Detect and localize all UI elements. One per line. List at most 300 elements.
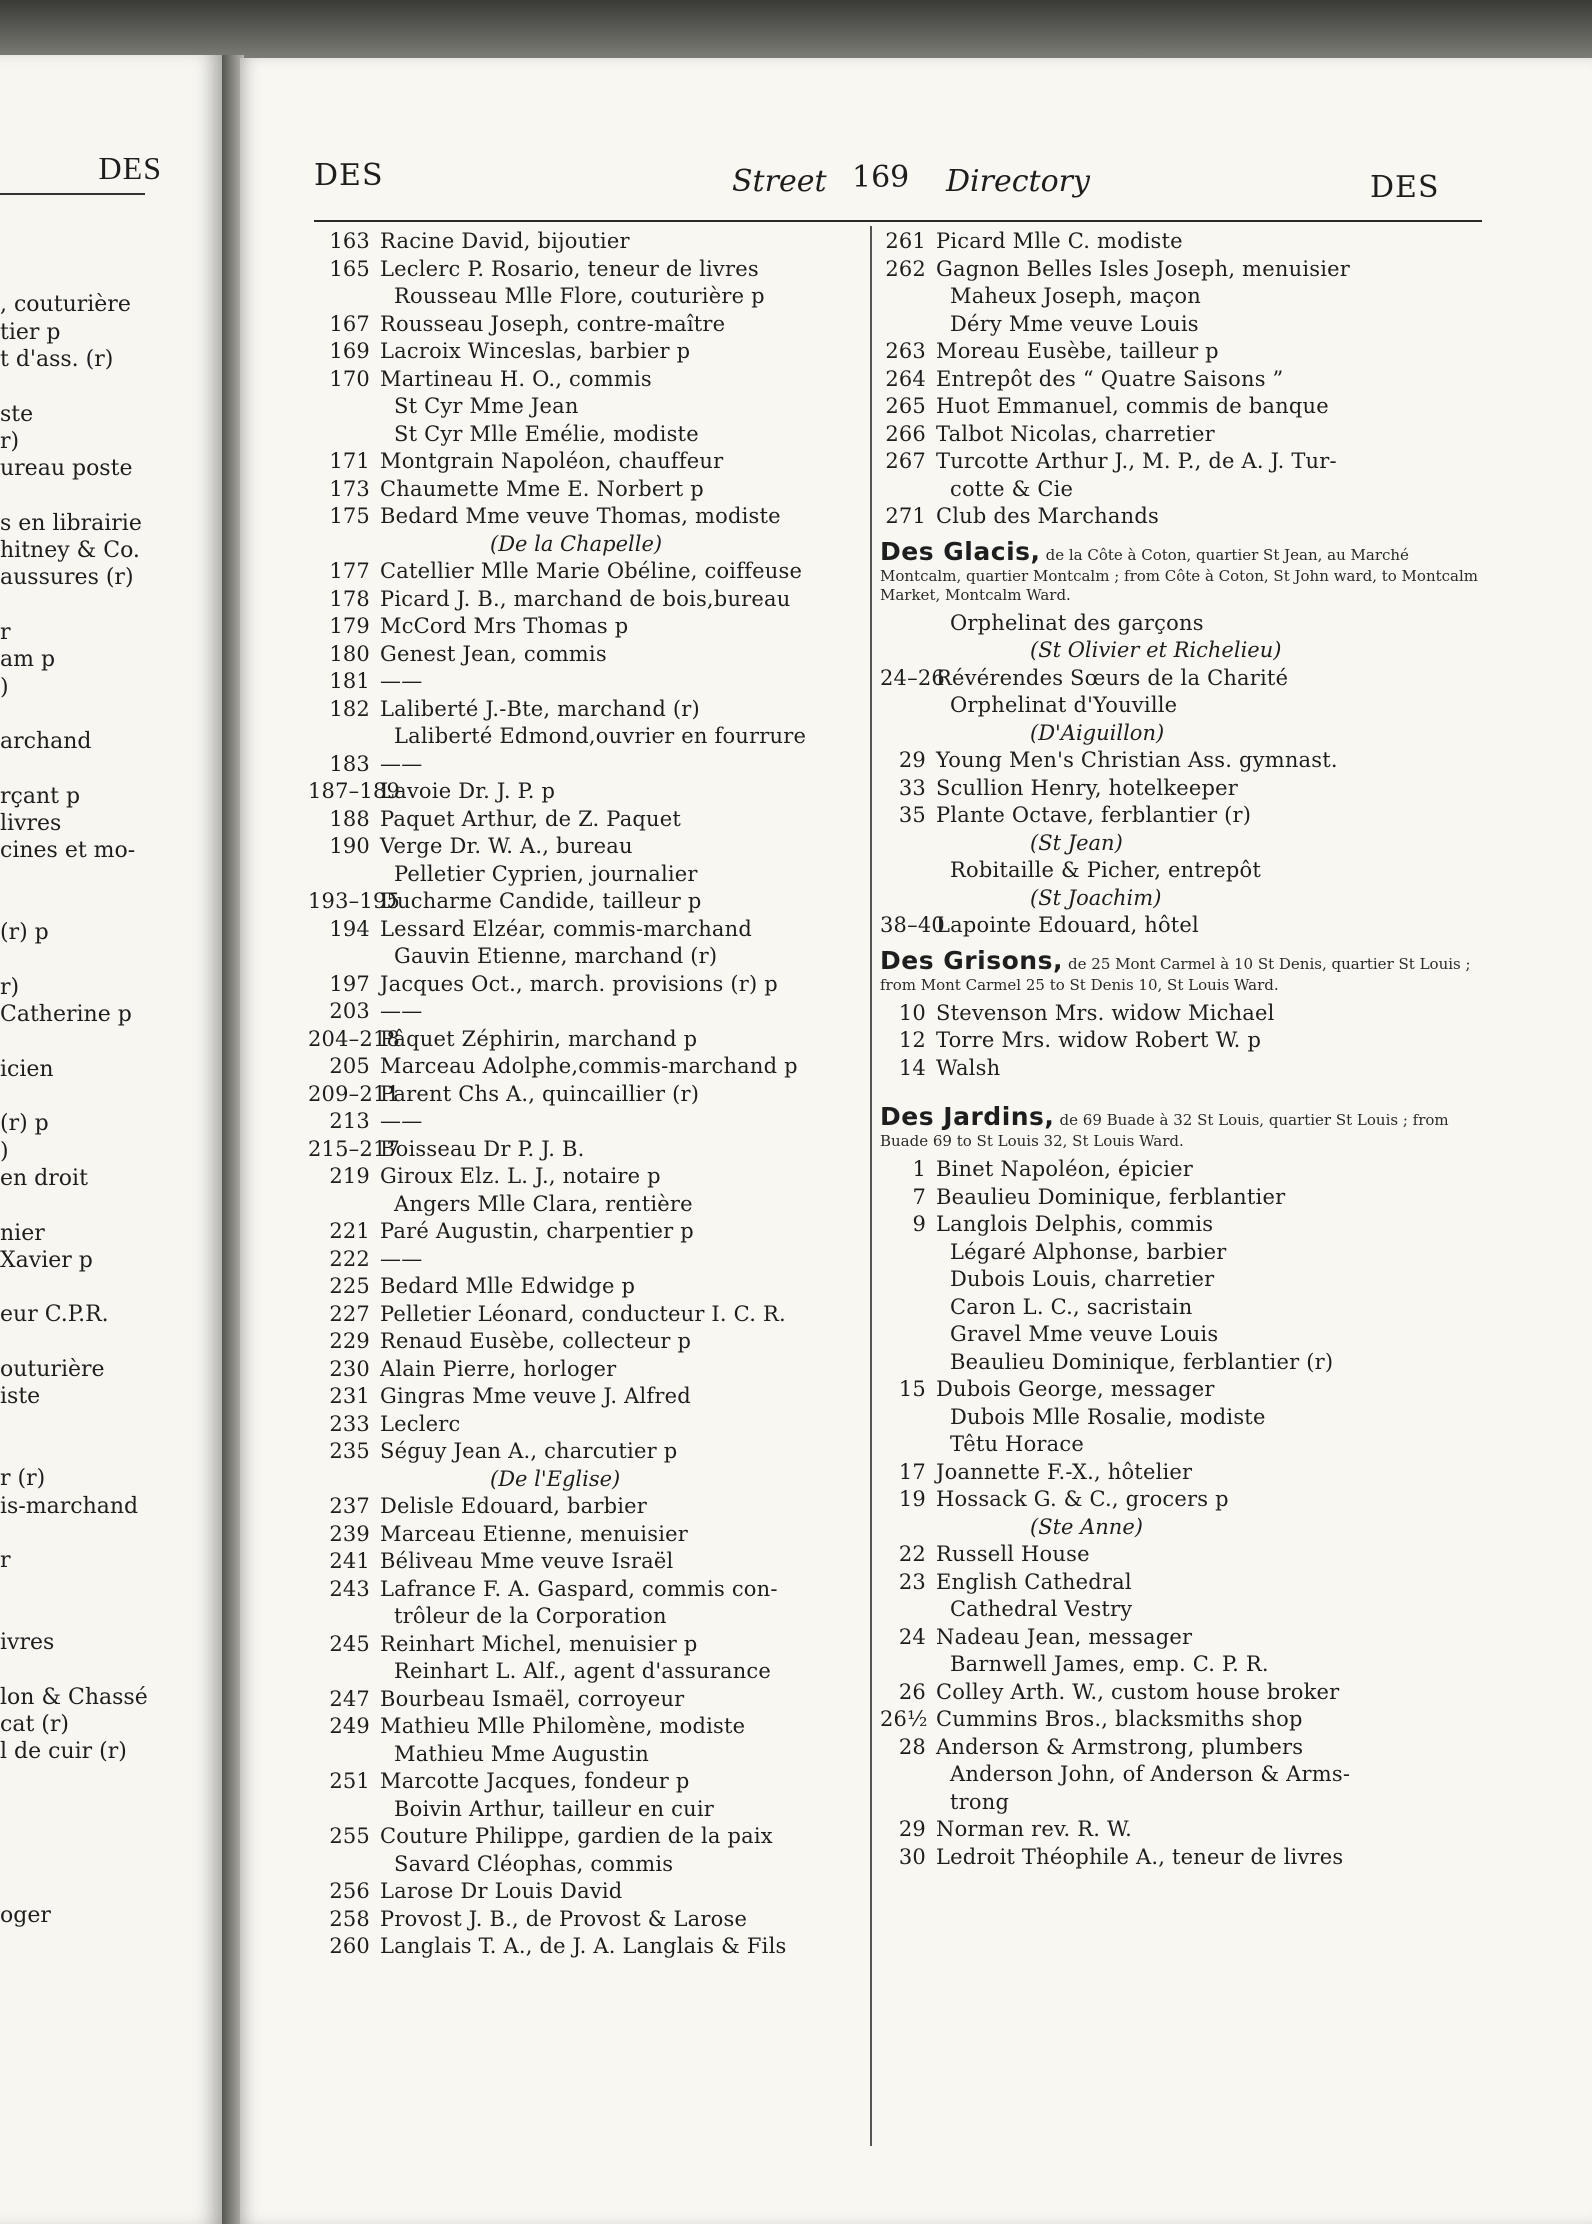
directory-entry xyxy=(880,1211,1490,1239)
resident-entry: Langlais T. A., de J. A. Langlais & Fils xyxy=(380,1934,787,1958)
street-section-heading xyxy=(880,537,1490,604)
directory-entry xyxy=(880,1541,1490,1569)
resident-entry: Ledroit Théophile A., teneur de livres xyxy=(936,1844,1344,1869)
house-number: 169 xyxy=(329,339,370,363)
house-number: 209–211 xyxy=(308,1081,401,1106)
resident-entry: St Cyr Mlle Emélie, modiste xyxy=(394,421,699,446)
resident-entry: Orphelinat des garçons xyxy=(950,610,1204,635)
resident-entry: Cummins Bros., blacksmiths shop xyxy=(936,1707,1303,1731)
directory-entry xyxy=(308,613,868,641)
directory-entry xyxy=(308,1933,868,1961)
house-number xyxy=(880,692,936,720)
house-number: 243 xyxy=(329,1576,370,1601)
directory-entry xyxy=(308,1191,868,1219)
directory-entry xyxy=(880,1321,1490,1349)
house-number xyxy=(308,393,380,421)
left-page-line: (r) p xyxy=(0,1111,49,1137)
resident-entry: Gingras Mme veuve J. Alfred xyxy=(380,1384,691,1408)
directory-entry xyxy=(880,775,1490,803)
cross-street-label: (De l'Eglise) xyxy=(490,1466,621,1491)
house-number: 9 xyxy=(912,1212,926,1236)
directory-entry xyxy=(308,1878,868,1906)
house-number xyxy=(880,1239,936,1267)
street-name: Des Grisons, xyxy=(880,945,1063,975)
directory-entry xyxy=(880,1156,1490,1184)
house-number xyxy=(308,1603,380,1631)
resident-entry: Séguy Jean A., charcutier p xyxy=(380,1439,678,1463)
left-page-line: r) xyxy=(0,428,20,454)
resident-entry: Marcotte Jacques, fondeur p xyxy=(380,1769,690,1793)
house-number xyxy=(880,1789,936,1817)
resident-entry: Angers Mlle Clara, rentière xyxy=(394,1191,693,1216)
directory-entry xyxy=(308,586,868,614)
left-page-line: ivres xyxy=(0,1630,55,1655)
resident-entry: Catellier Mlle Marie Obéline, coiffeuse xyxy=(380,559,803,583)
directory-entry xyxy=(880,1734,1490,1762)
directory-entry xyxy=(880,448,1490,476)
resident-entry: Orphelinat d'Youville xyxy=(950,693,1178,717)
house-number: 173 xyxy=(329,476,370,501)
house-number: 183 xyxy=(329,751,370,776)
resident-entry: Delisle Edouard, barbier xyxy=(380,1494,648,1518)
resident-entry: Plante Octave, ferblantier (r) xyxy=(936,803,1252,827)
directory-entry xyxy=(880,1706,1490,1734)
street-name: Des Jardins, xyxy=(880,1102,1055,1131)
street-section-heading xyxy=(880,946,1490,994)
resident-entry: Dubois Louis, charretier xyxy=(950,1267,1215,1291)
resident-entry: Joannette F.-X., hôtelier xyxy=(936,1459,1193,1484)
resident-entry: Lavoie Dr. J. P. p xyxy=(380,779,556,803)
house-number xyxy=(880,610,936,638)
resident-entry: Révérendes Sœurs de la Charité xyxy=(936,665,1289,690)
directory-entry xyxy=(308,1411,868,1439)
left-page-line: archand xyxy=(0,729,92,755)
left-page-line: icien xyxy=(0,1056,54,1082)
house-number: 263 xyxy=(885,339,926,363)
house-number: 205 xyxy=(329,1054,370,1078)
resident-entry: Torre Mrs. widow Robert W. p xyxy=(936,1028,1262,1052)
house-number: 171 xyxy=(329,449,370,473)
directory-entry xyxy=(880,802,1490,830)
page-number: 169 xyxy=(852,160,910,195)
directory-entry xyxy=(880,1431,1490,1459)
house-number: 14 xyxy=(898,1055,926,1080)
resident-entry: Norman rev. R. W. xyxy=(936,1817,1133,1841)
resident-entry: Scullion Henry, hotelkeeper xyxy=(936,775,1239,800)
resident-entry: Dubois Mlle Rosalie, modiste xyxy=(950,1404,1266,1429)
house-number: 262 xyxy=(885,256,926,281)
house-number: 204–218 xyxy=(308,1026,401,1051)
house-number: 271 xyxy=(885,504,926,528)
resident-entry: Couture Philippe, gardien de la paix xyxy=(380,1824,773,1848)
directory-entry xyxy=(308,256,868,284)
directory-entry xyxy=(880,228,1490,256)
house-number: 38–40 xyxy=(880,913,945,937)
directory-entry xyxy=(880,1569,1490,1597)
directory-entry xyxy=(308,1548,868,1576)
house-number: 26½ xyxy=(880,1707,928,1731)
resident-entry: Jacques Oct., march. provisions (r) p xyxy=(380,971,778,996)
resident-entry: Entrepôt des “ Quatre Saisons ” xyxy=(936,366,1284,391)
street-name: Des Glacis, xyxy=(880,536,1041,566)
house-number: 24 xyxy=(898,1624,926,1649)
resident-entry: Marceau Adolphe,commis-marchand p xyxy=(380,1054,798,1078)
resident-entry: Gagnon Belles Isles Joseph, menuisier xyxy=(936,256,1350,281)
header-right-letters: DES xyxy=(1370,170,1440,205)
header-left-letters: DES xyxy=(314,158,384,193)
directory-entry xyxy=(880,1486,1490,1514)
header-rule xyxy=(314,220,1482,222)
house-number: 10 xyxy=(898,1000,926,1025)
directory-entry xyxy=(308,1246,868,1274)
house-number: 241 xyxy=(329,1549,370,1573)
house-number xyxy=(880,311,936,339)
left-page-line: Xavier p xyxy=(0,1247,93,1273)
directory-entry xyxy=(880,912,1490,940)
resident-entry: Boivin Arthur, tailleur en cuir xyxy=(394,1796,714,1821)
resident-entry: Caron L. C., sacristain xyxy=(950,1294,1193,1319)
resident-entry: Marceau Etienne, menuisier xyxy=(380,1521,688,1546)
cross-street-label: (De la Chapelle) xyxy=(490,531,663,556)
directory-entry xyxy=(880,1816,1490,1844)
resident-entry: Laliberté J.-Bte, marchand (r) xyxy=(380,696,700,721)
resident-entry: Anderson & Armstrong, plumbers xyxy=(936,1734,1304,1759)
house-number: 29 xyxy=(898,748,926,772)
directory-entry xyxy=(308,1521,868,1549)
resident-entry: Cathedral Vestry xyxy=(950,1597,1133,1621)
directory-entry xyxy=(880,1651,1490,1679)
directory-entry xyxy=(308,1906,868,1934)
left-page-line: am p xyxy=(0,647,56,673)
resident-entry: Giroux Elz. L. J., notaire p xyxy=(380,1164,661,1188)
house-number: 167 xyxy=(329,311,370,336)
left-page-line: cines et mo- xyxy=(0,838,136,864)
resident-entry: Leclerc P. Rosario, teneur de livres xyxy=(380,256,759,281)
resident-entry: Verge Dr. W. A., bureau xyxy=(380,834,633,858)
resident-entry: Parent Chs A., quincaillier (r) xyxy=(380,1081,700,1106)
resident-entry: Robitaille & Picher, entrepôt xyxy=(950,858,1262,882)
resident-entry: Reinhart L. Alf., agent d'assurance xyxy=(394,1659,772,1683)
house-number: 194 xyxy=(329,916,370,941)
house-number: 265 xyxy=(885,394,926,418)
directory-entry xyxy=(880,1844,1490,1872)
house-number xyxy=(880,1349,936,1377)
house-number: 247 xyxy=(329,1686,370,1711)
resident-entry: —— xyxy=(380,999,423,1023)
house-number xyxy=(308,1741,380,1769)
house-number: 33 xyxy=(898,775,926,800)
left-page-line: ste xyxy=(0,401,34,427)
directory-entry xyxy=(308,1301,868,1329)
house-number: 256 xyxy=(329,1879,370,1903)
house-number: 227 xyxy=(329,1301,370,1326)
resident-entry: Chaumette Mme E. Norbert p xyxy=(380,476,704,501)
resident-entry: Mathieu Mlle Philomène, modiste xyxy=(380,1714,746,1738)
house-number: 17 xyxy=(898,1459,926,1484)
directory-entry xyxy=(308,668,868,696)
resident-entry: Lapointe Edouard, hôtel xyxy=(936,913,1199,937)
directory-entry xyxy=(880,1027,1490,1055)
directory-entry xyxy=(308,311,868,339)
house-number: 219 xyxy=(329,1164,370,1188)
directory-entry xyxy=(308,1576,868,1604)
resident-entry: Moreau Eusèbe, tailleur p xyxy=(936,339,1219,363)
left-page-line: r) xyxy=(0,974,20,1000)
resident-entry: English Cathedral xyxy=(936,1569,1132,1594)
resident-entry: Turcotte Arthur J., M. P., de A. J. Tur- xyxy=(936,449,1337,473)
resident-entry: Maheux Joseph, maçon xyxy=(950,284,1201,308)
house-number: 179 xyxy=(329,614,370,638)
directory-entry xyxy=(880,421,1490,449)
directory-entry xyxy=(308,916,868,944)
directory-entry xyxy=(308,1686,868,1714)
directory-entry xyxy=(308,833,868,861)
house-number: 235 xyxy=(329,1439,370,1463)
directory-entry xyxy=(308,723,868,751)
left-page-line: cat (r) xyxy=(0,1711,69,1737)
resident-entry: Binet Napoléon, épicier xyxy=(936,1157,1193,1181)
house-number xyxy=(308,1796,380,1824)
resident-entry: Pelletier Léonard, conducteur I. C. R. xyxy=(380,1301,786,1326)
directory-entry xyxy=(880,503,1490,531)
house-number: 215–217 xyxy=(308,1136,401,1161)
directory-entry xyxy=(880,610,1490,638)
resident-entry: Barnwell James, emp. C. P. R. xyxy=(950,1652,1269,1676)
house-number xyxy=(880,1651,936,1679)
resident-entry: Stevenson Mrs. widow Michael xyxy=(936,1000,1275,1025)
resident-entry: Béliveau Mme veuve Israël xyxy=(380,1549,674,1573)
resident-entry: Pâquet Zéphirin, marchand p xyxy=(380,1026,698,1051)
house-number: 29 xyxy=(898,1817,926,1841)
house-number xyxy=(880,1404,936,1432)
left-page-line: (r) p xyxy=(0,920,49,946)
resident-entry: Genest Jean, commis xyxy=(380,641,607,666)
directory-entry xyxy=(308,1603,868,1631)
resident-entry: Langlois Delphis, commis xyxy=(936,1212,1214,1236)
resident-entry: Renaud Eusèbe, collecteur p xyxy=(380,1329,692,1353)
cross-street-label: (St Jean) xyxy=(1030,830,1123,855)
directory-entry xyxy=(308,558,868,586)
left-page-line: outurière xyxy=(0,1357,105,1382)
header-directory: Directory xyxy=(946,164,1090,199)
house-number: 266 xyxy=(885,421,926,446)
house-number: 188 xyxy=(329,806,370,831)
directory-entry xyxy=(308,1768,868,1796)
house-number: 225 xyxy=(329,1274,370,1298)
resident-entry: Picard Mlle C. modiste xyxy=(936,229,1183,253)
resident-entry: Nadeau Jean, messager xyxy=(936,1624,1193,1649)
directory-entry xyxy=(308,366,868,394)
directory-entry xyxy=(880,1294,1490,1322)
resident-entry: Talbot Nicolas, charretier xyxy=(936,421,1215,446)
left-page-line: nier xyxy=(0,1220,45,1246)
house-number: 229 xyxy=(329,1329,370,1353)
directory-entry xyxy=(308,1218,868,1246)
house-number: 230 xyxy=(329,1356,370,1381)
left-page-rule xyxy=(0,193,145,195)
house-number: 251 xyxy=(329,1769,370,1793)
directory-entry xyxy=(880,256,1490,284)
resident-entry: Légaré Alphonse, barbier xyxy=(950,1239,1227,1264)
house-number: 28 xyxy=(898,1734,926,1759)
directory-entry xyxy=(880,1761,1490,1789)
resident-entry: Ducharme Candide, tailleur p xyxy=(380,889,702,913)
resident-entry: —— xyxy=(380,1109,423,1133)
house-number: 221 xyxy=(329,1219,370,1243)
page-header xyxy=(240,158,1592,218)
left-page-line: oger xyxy=(0,1903,51,1928)
house-number: 197 xyxy=(329,971,370,996)
resident-entry: Walsh xyxy=(936,1055,1001,1080)
house-number xyxy=(308,861,380,889)
resident-entry: Hossack G. & C., grocers p xyxy=(936,1487,1229,1511)
directory-entry xyxy=(308,943,868,971)
directory-entry xyxy=(880,665,1490,693)
house-number xyxy=(308,421,380,449)
resident-entry: McCord Mrs Thomas p xyxy=(380,614,629,638)
resident-entry: Young Men's Christian Ass. gymnast. xyxy=(936,748,1338,772)
directory-entry xyxy=(880,283,1490,311)
street-description: de 25 Mont Carmel à 10 St Denis, quartier St Louis ; from Mont Carmel 25 to St Denis 10, St Louis Ward. xyxy=(880,954,1471,994)
directory-entry xyxy=(880,1376,1490,1404)
directory-entry xyxy=(308,1328,868,1356)
house-number xyxy=(308,943,380,971)
directory-entry xyxy=(880,1239,1490,1267)
house-number: 7 xyxy=(912,1184,926,1209)
section-gap xyxy=(880,1082,1490,1096)
directory-entry xyxy=(308,1741,868,1769)
resident-entry: Paquet Arthur, de Z. Paquet xyxy=(380,806,682,831)
house-number: 163 xyxy=(329,229,370,253)
house-number: 190 xyxy=(329,834,370,858)
house-number: 180 xyxy=(329,641,370,666)
house-number: 182 xyxy=(329,696,370,721)
house-number xyxy=(308,723,380,751)
directory-entry xyxy=(880,476,1490,504)
directory-entry xyxy=(308,393,868,421)
directory-entry xyxy=(880,1000,1490,1028)
header-street: Street xyxy=(732,164,827,199)
house-number xyxy=(308,1851,380,1879)
directory-entry xyxy=(308,1108,868,1136)
resident-entry: Rousseau Joseph, contre-maître xyxy=(380,311,726,336)
resident-entry: Russell House xyxy=(936,1542,1090,1566)
house-number xyxy=(880,1266,936,1294)
cross-street-label: (D'Aiguillon) xyxy=(1030,720,1165,745)
resident-entry: Lessard Elzéar, commis-marchand xyxy=(380,916,753,941)
house-number: 24–26 xyxy=(880,665,945,690)
left-page-line: r xyxy=(0,1548,11,1574)
house-number: 267 xyxy=(885,449,926,473)
directory-entry xyxy=(308,778,868,806)
house-number: 233 xyxy=(329,1411,370,1436)
resident-entry: Racine David, bijoutier xyxy=(380,229,630,253)
left-page-line: is-marchand xyxy=(0,1493,139,1519)
house-number: 165 xyxy=(329,256,370,281)
resident-entry: Bedard Mme veuve Thomas, modiste xyxy=(380,504,781,528)
directory-entry xyxy=(308,751,868,779)
resident-entry: —— xyxy=(380,1246,423,1271)
resident-entry: Lacroix Winceslas, barbier p xyxy=(380,339,691,363)
resident-entry: Club des Marchands xyxy=(936,504,1159,528)
house-number: 175 xyxy=(329,504,370,528)
house-number: 231 xyxy=(329,1384,370,1408)
house-number: 15 xyxy=(898,1377,926,1401)
directory-entry xyxy=(880,692,1490,720)
house-number: 30 xyxy=(898,1844,926,1869)
directory-entry xyxy=(308,1053,868,1081)
directory-entry xyxy=(308,1136,868,1164)
left-page-line: tier p xyxy=(0,319,61,345)
directory-entry xyxy=(308,696,868,724)
directory-entry xyxy=(308,1438,868,1466)
left-page-line: iste xyxy=(0,1384,41,1410)
directory-entry xyxy=(308,1796,868,1824)
directory-entry xyxy=(308,971,868,999)
resident-entry: Gravel Mme veuve Louis xyxy=(950,1322,1219,1346)
resident-entry: Laliberté Edmond,ouvrier en fourrure xyxy=(394,724,807,748)
resident-entry: Têtu Horace xyxy=(950,1432,1084,1456)
house-number: 19 xyxy=(898,1487,926,1511)
resident-entry: Lafrance F. A. Gaspard, commis con- xyxy=(380,1576,778,1601)
left-page-line: l de cuir (r) xyxy=(0,1739,127,1765)
directory-entry xyxy=(880,1679,1490,1707)
resident-entry: Déry Mme veuve Louis xyxy=(950,311,1199,336)
directory-entry xyxy=(308,861,868,889)
house-number xyxy=(880,476,936,504)
left-page-line: hitney & Co. xyxy=(0,538,140,563)
house-number: 187–189 xyxy=(308,779,401,803)
resident-entry: cotte & Cie xyxy=(950,476,1074,501)
resident-entry: Mathieu Mme Augustin xyxy=(394,1741,649,1766)
house-number: 239 xyxy=(329,1521,370,1546)
cross-street-label: (St Joachim) xyxy=(1030,885,1162,910)
resident-entry: Beaulieu Dominique, ferblantier xyxy=(936,1184,1286,1209)
resident-entry: Paré Augustin, charpentier p xyxy=(380,1219,694,1243)
house-number xyxy=(308,1658,380,1686)
directory-entry xyxy=(308,228,868,256)
left-page-line: r xyxy=(0,619,11,645)
left-page-line: ureau poste xyxy=(0,456,133,482)
directory-entry xyxy=(880,1266,1490,1294)
resident-entry: Beaulieu Dominique, ferblantier (r) xyxy=(950,1349,1334,1374)
house-number: 213 xyxy=(329,1109,370,1133)
left-page-line: aussures (r) xyxy=(0,565,134,591)
house-number: 22 xyxy=(898,1542,926,1566)
left-page-line: r (r) xyxy=(0,1466,46,1492)
left-page-line: , couturière xyxy=(0,292,131,318)
house-number: 237 xyxy=(329,1494,370,1518)
resident-entry: Larose Dr Louis David xyxy=(380,1879,623,1903)
directory-entry xyxy=(308,283,868,311)
directory-entry xyxy=(308,448,868,476)
resident-entry: Dubois George, messager xyxy=(936,1377,1215,1401)
house-number: 12 xyxy=(898,1028,926,1052)
left-page-line: en droit xyxy=(0,1165,88,1191)
directory-entry xyxy=(308,888,868,916)
directory-entry xyxy=(880,366,1490,394)
resident-entry: —— xyxy=(380,669,423,693)
resident-entry: Boisseau Dr P. J. B. xyxy=(380,1136,585,1161)
resident-entry: Gauvin Etienne, marchand (r) xyxy=(394,944,718,968)
house-number: 249 xyxy=(329,1714,370,1738)
left-page-line: lon & Chassé xyxy=(0,1684,148,1710)
house-number xyxy=(880,1431,936,1459)
directory-entry xyxy=(880,1184,1490,1212)
left-page-line: ) xyxy=(0,674,9,700)
house-number: 261 xyxy=(885,229,926,253)
house-number: 181 xyxy=(329,669,370,693)
